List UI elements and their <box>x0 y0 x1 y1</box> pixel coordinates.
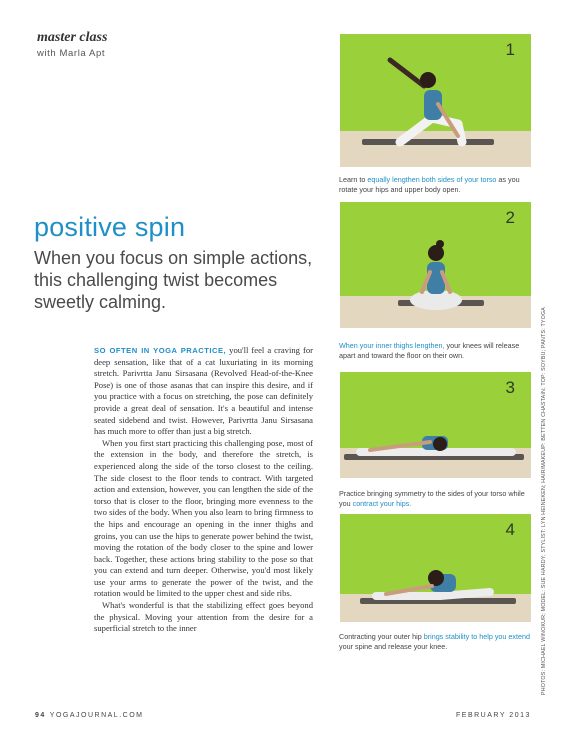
issue-date: FEBRUARY 2013 <box>456 712 531 719</box>
column-title: master class <box>37 30 108 45</box>
yogi-figure <box>340 34 531 167</box>
body-paragraph: When you first start practicing this challenging pose, most of the extension in the body, and therefore the stretch, is experienced along the side of the torso closest to the ceiling. The side closest to the floor tends to contract. With targeted action and extension, however, you can lengthen the side of the torso that is closer to the floor, bringing more evenness to the two sides of the body. When you also learn to bring firmness to the hips and encourage an opening in the inner thighs and groins, you can use the hips to generate power behind the twist, moving the rotation of the body closer to the spine and lower back. Together, these actions bring stability to the pose so that you can extend and turn deeper. Otherwise, you'd most likely use your arms to generate the power of the twist, and the rotation would be limited to the upper chest and side ribs. <box>94 437 313 599</box>
caption-4 <box>339 632 535 652</box>
caption-text: as you rotate your hips and upper body open. <box>339 175 520 194</box>
deck: When you focus on simple actions, this challenging twist becomes sweetly calming. <box>34 248 313 312</box>
byline: with Marla Apt <box>37 48 106 59</box>
caption-text: Practice bringing symmetry to the sides of your torso while you <box>339 489 525 508</box>
caption-1 <box>339 175 535 195</box>
paragraph-text: you'll feel a craving for deep sensation, like that of a cat luxuriating in its morning stretch. Parivrtta Janu Sirsasana (Revolved Head-of-the-Knee Pose) is one of those asanas that can inspire this desire, and if you practice with a focus on stretching, the pose can definitely provide a great deal of sensation. It's a beautiful and intense seated sidebend and twist. However, Parivrtta Janu Sirsasana has much more to offer than just a big stretch. <box>94 345 313 437</box>
footer-left <box>35 712 143 719</box>
photo-credits: PHOTOS: MICHAEL WINOKUR; MODEL: SUE HARDY; STYLIST: LYN HEINEKEN; HAIR/MAKEUP: BETTEN CHASTAIN; TOP: SOYBU; PANTS: TYOGA <box>541 306 547 695</box>
caption-highlight: When your inner thighs lengthen, <box>339 341 445 350</box>
yogi-figure <box>340 372 531 478</box>
body-text <box>94 345 313 635</box>
caption-2 <box>339 341 535 361</box>
caption-text: your knees will release apart and toward the floor on their own. <box>339 341 520 360</box>
caption-highlight: equally lengthen both sides of your torso <box>367 175 497 184</box>
lead-in: SO OFTEN IN YOGA PRACTICE, <box>94 346 227 355</box>
website: YOGAJOURNAL.COM <box>49 712 144 719</box>
caption-text: Contracting your outer hip <box>339 632 424 641</box>
step-number: 4 <box>505 520 515 539</box>
yogi-figure <box>340 514 531 622</box>
headline: positive spin <box>34 212 186 242</box>
yogi-figure <box>340 202 531 328</box>
body-paragraph: What's wonderful is that the stabilizing effect goes beyond the physical. Moving your attention from the desire for a superficial stretch to the inner <box>94 600 313 634</box>
caption-highlight: brings stability to help you extend <box>423 632 530 641</box>
step-number: 2 <box>505 208 515 227</box>
pose-photo-1 <box>340 34 531 167</box>
caption-text: Learn to <box>339 175 368 184</box>
caption-3 <box>339 489 535 509</box>
body-paragraph <box>94 345 313 438</box>
caption-highlight: contract your hips. <box>352 499 412 508</box>
step-number: 1 <box>505 40 515 59</box>
caption-text: your spine and release your knee. <box>339 642 448 651</box>
pose-photo-3 <box>340 372 531 478</box>
page-number: 94 <box>35 712 46 719</box>
step-number: 3 <box>505 378 515 397</box>
pose-photo-4 <box>340 514 531 622</box>
pose-photo-2 <box>340 202 531 328</box>
